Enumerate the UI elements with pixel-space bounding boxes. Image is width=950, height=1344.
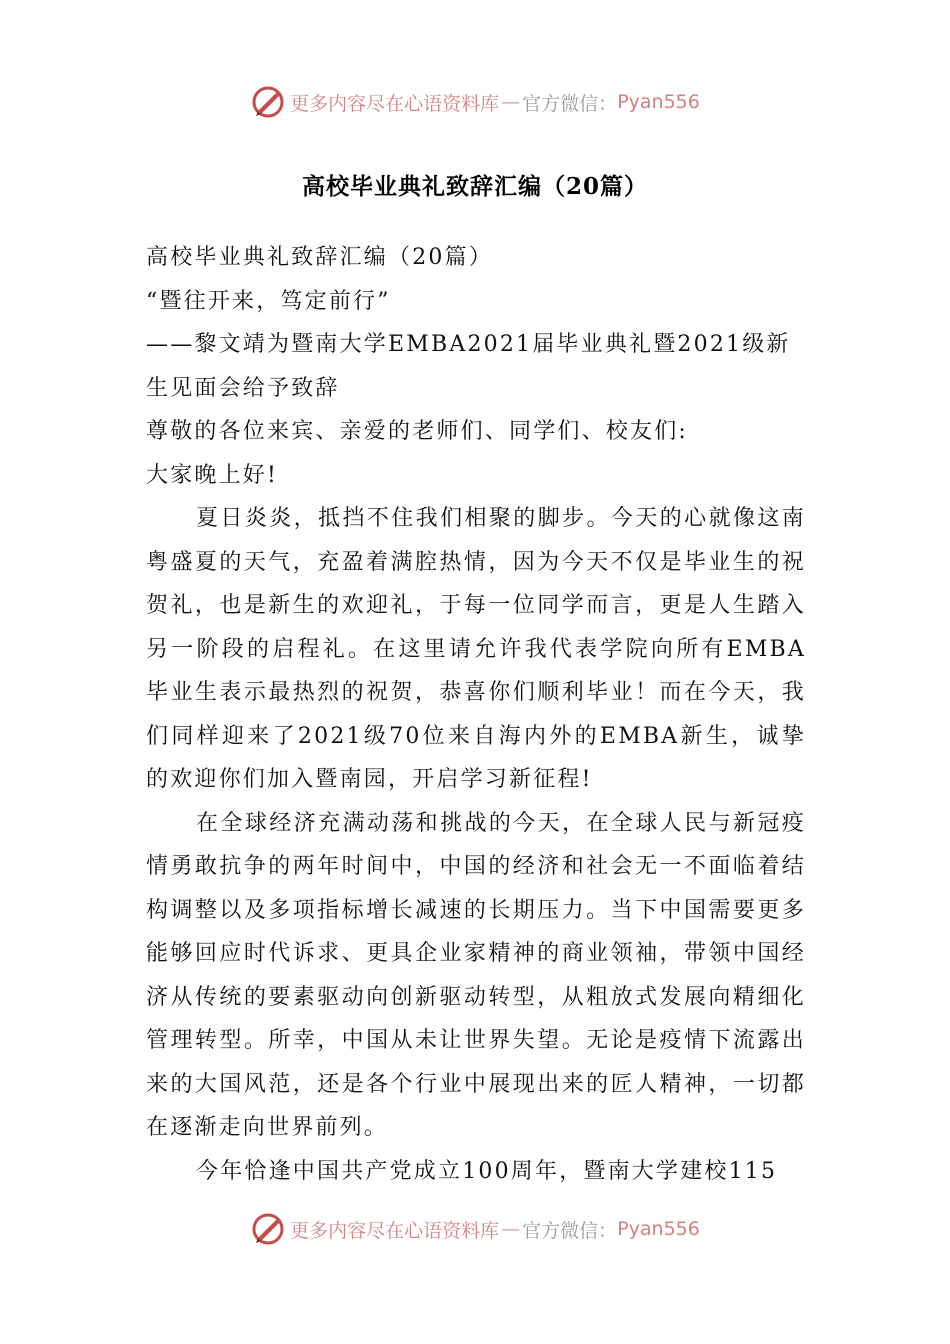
banner-wechat-label: 官方微信： [522,1219,618,1242]
banner-text: 更多内容尽在心语资料库 [290,1219,500,1242]
pen-logo-icon [250,1211,286,1247]
banner-account: Pyan556 [617,91,700,113]
footer-banner [0,1209,950,1249]
document-body [146,236,806,1193]
greeting: 大家晚上好! [146,462,279,488]
pen-logo-icon [250,84,286,120]
body-paragraph-2: 在全球经济充满动荡和挑战的今天，在全球人民与新冠疫情勇敢抗争的两年时间中，中国的经济和社会无一不面临着结构调整以及多项指标增长减速的长期压力。当下中国需要更多能够回应时代诉求、更具企业家精神的商业领袖，带领中国经济从传统的要素驱动向创新驱动转型，从粗放式发展向精细化管理转型。所幸，中国从未让世界失望。无论是疫情下流露出来的大国风范，还是各个行业中展现出来的匠人精神，一切都在逐渐走向世界前列。 [146,810,806,1140]
body-heading: 高校毕业典礼致辞汇编（20篇） [146,245,493,270]
banner-text: 更多内容尽在心语资料库 [290,92,500,115]
header-banner [0,82,950,122]
speech-title: “暨往开来，笃定前行” [146,288,391,314]
speech-byline: ——黎文靖为暨南大学EMBA2021届毕业典礼暨2021级新生见面会给予致辞 [146,332,791,401]
banner-separator: — [501,1218,521,1240]
banner-account: Pyan556 [617,1218,700,1240]
body-paragraph-1: 夏日炎炎，抵挡不住我们相聚的脚步。今天的心就像这南粤盛夏的天气，充盈着满腔热情，因为今天不仅是毕业生的祝贺礼，也是新生的欢迎礼，于每一位同学而言，更是人生踏入另一阶段的启程礼。在这里请允许我代表学院向所有EMBA毕业生表示最热烈的祝贺，恭喜你们顺利毕业！而在今天，我们同样迎来了2021级70位来自海内外的EMBA新生，诚挚的欢迎你们加入暨南园，开启学习新征程! [146,506,806,792]
salutation: 尊敬的各位来宾、亲爱的老师们、同学们、校友们: [146,419,689,444]
banner-wechat-label: 官方微信： [522,92,618,115]
document-title: 高校毕业典礼致辞汇编（20篇） [301,173,648,200]
banner-separator: — [501,91,521,113]
body-paragraph-3: 今年恰逢中国共产党成立100周年，暨南大学建校115 [196,1158,778,1184]
